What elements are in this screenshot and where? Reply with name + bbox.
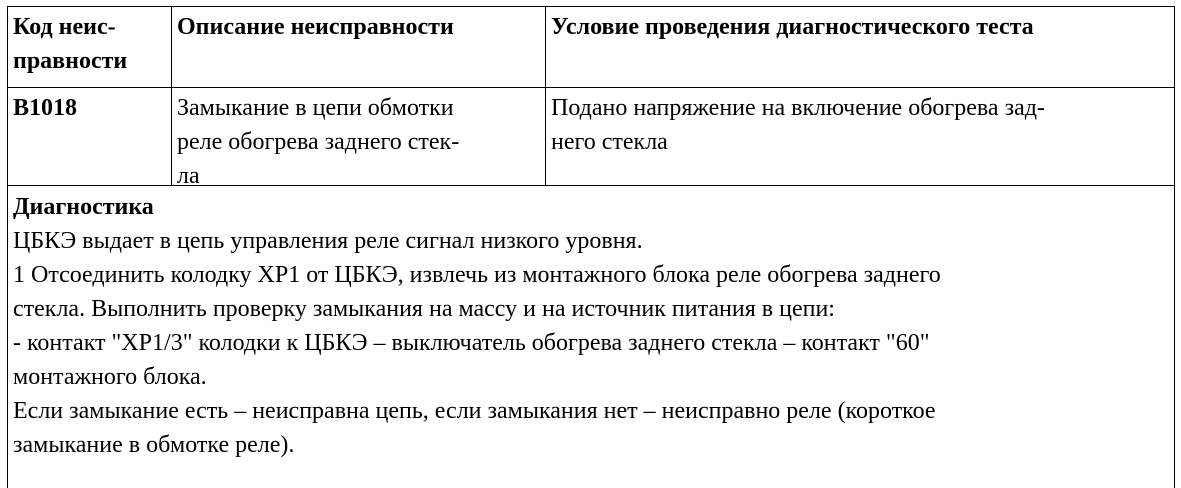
description-line: ла [177,163,200,185]
description-line: Замыкание в цепи обмотки [177,95,454,121]
header-code-line1: Код неис- [13,14,116,40]
diagnostics-title: Диагностика [13,194,154,220]
fault-table [7,6,1175,488]
diagnostics-line: стекла. Выполнить проверку замыкания на массу и на источник питания в цепи: [13,296,835,322]
diagnostics-line: ЦБКЭ выдает в цепь управления реле сигнал низкого уровня. [13,228,643,254]
condition-line: него стекла [551,129,668,155]
table-header-row [8,7,1174,88]
cell-condition [546,88,1174,185]
description-line: реле обогрева заднего стек- [177,129,460,155]
header-condition: Условие проведения диагностического теста [551,14,1034,40]
diagnostics-section [8,186,1174,462]
header-code-line2: правности [13,48,128,74]
header-code [8,7,172,87]
diagnostics-line: 1 Отсоединить колодку ХР1 от ЦБКЭ, извлечь из монтажного блока реле обогрева заднего [13,262,941,288]
diagnostics-line: монтажного блока. [13,364,207,390]
fault-code: B1018 [13,95,78,121]
diagnostics-line: замыкание в обмотке реле). [13,432,295,458]
cell-code [8,88,172,185]
diagnostics-line: - контакт "ХР1/3" колодки к ЦБКЭ – выключатель обогрева заднего стекла – контакт "60" [13,330,930,356]
header-description: Описание неисправности [172,7,546,87]
table-row [8,88,1174,186]
condition-line: Подано напряжение на включение обогрева зад- [551,95,1045,121]
diagnostics-line: Если замыкание есть – неисправна цепь, если замыкания нет – неисправно реле (короткое [13,398,936,424]
cell-description [172,88,546,185]
